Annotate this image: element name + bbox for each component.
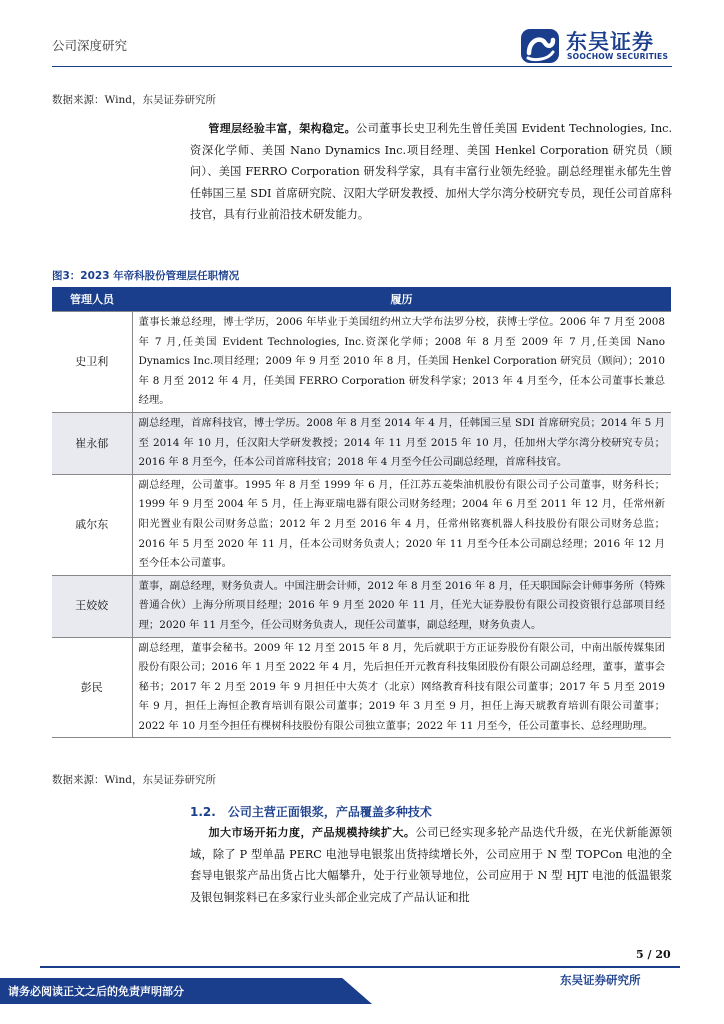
header-divider xyxy=(52,66,672,67)
manager-name: 戚尔东 xyxy=(52,474,132,575)
footer-organization: 东吴证券研究所 xyxy=(560,973,641,987)
page-number: 5 / 20 xyxy=(636,948,671,961)
table-row xyxy=(52,412,671,474)
manager-name: 史卫利 xyxy=(52,312,132,413)
figure-caption: 图3：2023 年帝科股份管理层任职情况 xyxy=(52,270,240,282)
paragraph-body: 公司已经实现多轮产品迭代升级，在光伏新能源领域，除了 P 型单晶 PERC 电池导电银浆出货持续增长外，公司应用于 N 型 TOPCon 电池的全套导电银浆产品出货占比大幅攀升，处于行业领导地位，公司应用于 N 型 HJT 电池的低温银浆及银包铜浆料已在多家行业头部企业完成了产品认证和批 xyxy=(190,826,672,904)
manager-cv: 副总经理，董事会秘书。2009 年 12 月至 2015 年 8 月，先后就职于方正证券股份有限公司，中南出版传媒集团股份有限公司；2016 年 1 月至 2022 年 4 月，先后担任开元教育科技集团股份有限公司副总经理，董事，董事会秘书；2017 年 2 月至 2019 年 9 月担任中大英才（北京）网络教育科技有限公司董事；2017 年 5 月至 2019 年 9 月，担任上海恒企教育培训有限公司董事；2019 年 3 月至 9 月，担任上海天琥教育培训有限公司董事；2022 年 10 月至今担任有棵树科技股份有限公司独立董事；2022 年 11 月至今，任公司董事长、总经理助理。 xyxy=(132,637,671,738)
manager-name: 彭民 xyxy=(52,637,132,738)
manager-cv: 董事，副总经理，财务负责人。中国注册会计师，2012 年 8 月至 2016 年 8 月，任天职国际会计师事务所（特殊普通合伙）上海分所项目经理；2016 年 9 月至 2020 年 11 月，任光大证券股份有限公司投资银行总部项目经理；2020 年 11 月至今，任公司财务负责人，现任公司董事，副总经理，财务负责人。 xyxy=(132,575,671,637)
management-table xyxy=(52,287,671,738)
management-paragraph xyxy=(190,118,672,226)
column-header-cv: 履历 xyxy=(132,287,671,312)
source-note: 数据来源：Wind，东吴证券研究所 xyxy=(52,94,216,106)
brand-logo xyxy=(520,26,680,66)
column-header-name: 管理人员 xyxy=(52,287,132,312)
logo-text-en: SOOCHOW SECURITIES xyxy=(567,52,669,61)
paragraph-body: 公司董事长史卫利先生曾任美国 Evident Technologies, Inc.资深化学师、美国 Nano Dynamics Inc.项目经理、美国 Henkel Corporation 研究员（顾问）、美国 FERRO Corporation 研发科学家，具有丰富行业领先经验。副总经理崔永郁先生曾任韩国三星 SDI 首席研究院、汉阳大学研发教授、加州大学尔湾分校研究专员，现任公司首席科技官，具有行业前沿技术研发能力。 xyxy=(190,122,673,221)
table-row xyxy=(52,575,671,637)
section-number: 1.2. xyxy=(190,805,216,819)
manager-cv: 副总经理，公司董事。1995 年 8 月至 1999 年 6 月，任江苏五菱柴油机股份有限公司子公司董事，财务科长；1999 年 9 月至 2004 年 5 月，任上海亚瑞电器有限公司财务经理；2004 年 6 月至 2011 年 12 月，任常州新阳光置业有限公司财务总监；2012 年 2 月至 2016 年 4 月，任常州铭赛机器人科技股份有限公司财务总监；2016 年 5 月至 2020 年 11 月，任本公司财务负责人；2020 年 11 月至今任本公司副总经理；2016 年 12 月至今任本公司董事。 xyxy=(132,474,671,575)
table-row xyxy=(52,474,671,575)
soochow-logo-icon xyxy=(520,28,560,64)
manager-cv: 董事长兼总经理，博士学历，2006 年毕业于美国纽约州立大学布法罗分校，获博士学位。2006 年 7 月至 2008 年 7 月,任美国 Evident Technologies, Inc.资深化学师；2008 年 8 月至 2009 年 7 月,任美国 Nano Dynamics Inc.项目经理；2009 年 9 月至 2010 年 8 月，任美国 Henkel Corporation 研究员（顾问）；2010 年 8 月至 2012 年 4 月，任美国 FERRO Corporation 研发科学家；2013 年 4 月至今，任本公司董事长兼总经理。 xyxy=(132,312,671,413)
source-note: 数据来源：Wind，东吴证券研究所 xyxy=(52,774,216,786)
paragraph-lead: 加大市场开拓力度，产品规模持续扩大。 xyxy=(208,826,416,839)
table-header-row xyxy=(52,287,671,312)
manager-name: 王姣姣 xyxy=(52,575,132,637)
logo-text-cn: 东吴证券 xyxy=(566,30,654,54)
paragraph-lead: 管理层经验丰富，架构稳定。 xyxy=(208,122,357,135)
table-row xyxy=(52,637,671,738)
manager-name: 崔永郁 xyxy=(52,412,132,474)
section-heading xyxy=(190,803,432,820)
disclaimer-note: 请务必阅读正文之后的免责声明部分 xyxy=(8,985,184,998)
footer-divider xyxy=(40,966,680,968)
manager-cv: 副总经理，首席科技官，博士学历。2008 年 8 月至 2014 年 4 月，任韩国三星 SDI 首席研究员；2014 年 5 月至 2014 年 10 月，任汉阳大学研发教授；2014 年 11 月至 2015 年 10 月，任加州大学尔湾分校研究专员；2016 年 8 月至今，任本公司首席科技官；2018 年 4 月至今任公司副总经理，首席科技官。 xyxy=(132,412,671,474)
market-paragraph xyxy=(190,822,672,908)
report-type-label: 公司深度研究 xyxy=(52,38,128,53)
table-row xyxy=(52,312,671,413)
section-title: 公司主营正面银浆，产品覆盖多种技术 xyxy=(227,805,432,819)
